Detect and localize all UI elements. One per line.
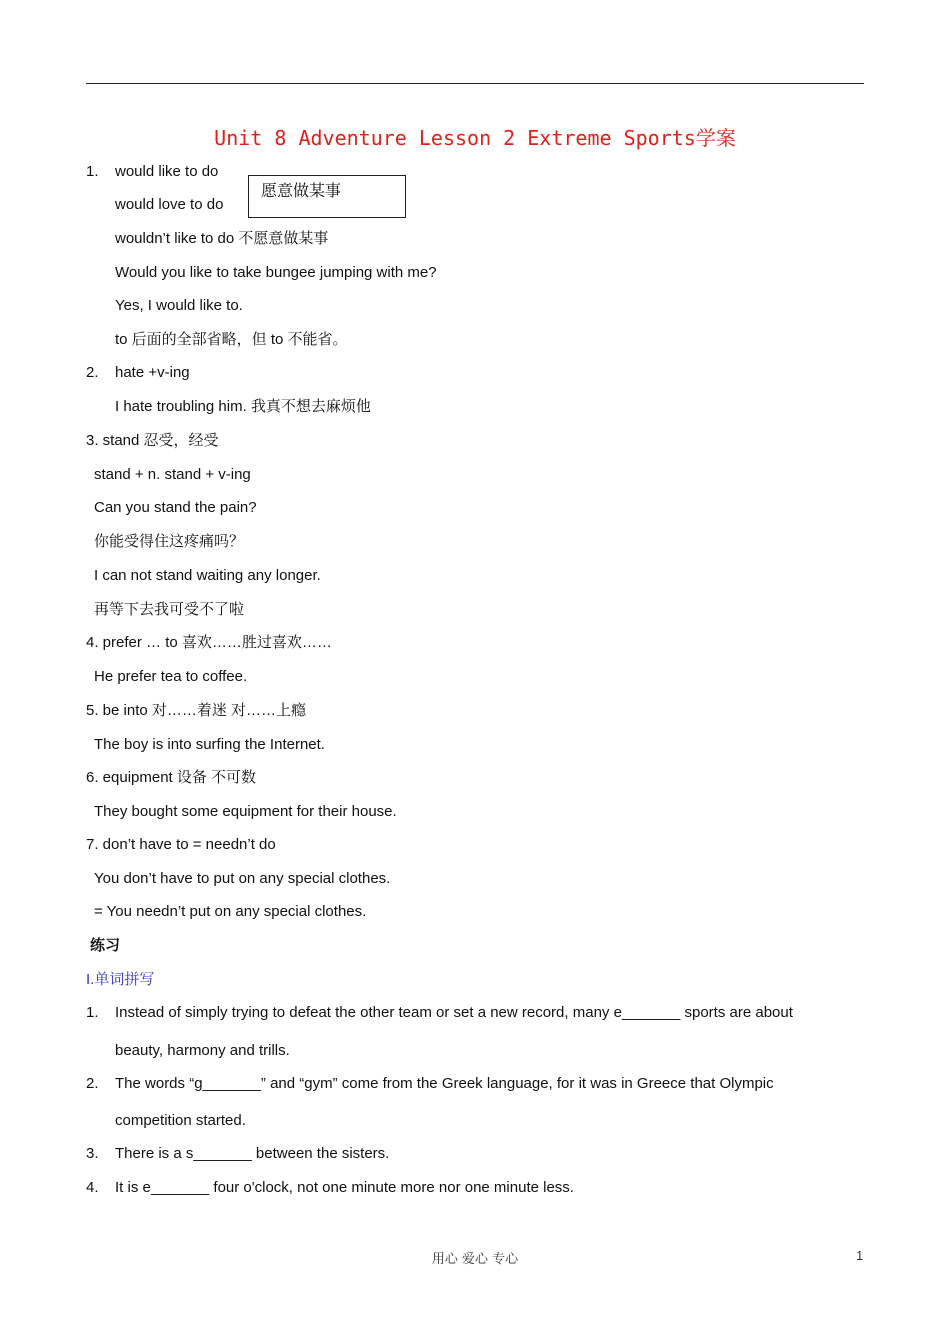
item4-line1: He prefer tea to coffee.: [94, 668, 248, 685]
exercise-number: 4.: [86, 1179, 99, 1196]
item7-heading: 7. don’t have to = needn’t do: [86, 836, 276, 853]
item1-line1: would like to do: [115, 163, 219, 180]
item1-line6: to 后面的全部省略，但 to 不能省。: [115, 331, 348, 348]
page-number: 1: [856, 1248, 864, 1263]
item2-line1: hate +v-ing: [115, 364, 190, 381]
exercise-line: It is e_______ four o'clock, not one minute more nor one minute less.: [115, 1179, 574, 1196]
item3-heading: 3. stand 忍受，经受: [86, 432, 219, 449]
meaning-box: 愿意做某事: [248, 175, 406, 218]
item-number: 2.: [86, 364, 99, 381]
exercise-number: 3.: [86, 1145, 99, 1162]
item6-line1: They bought some equipment for their house.: [94, 803, 397, 820]
item3-line5: 再等下去我可受不了啦: [94, 601, 245, 618]
page-title: Unit 8 Adventure Lesson 2 Extreme Sports学案: [214, 126, 736, 150]
item3-line1: stand + n. stand + v-ing: [94, 466, 251, 483]
item5-line1: The boy is into surfing the Internet.: [94, 736, 325, 753]
exercise-line: beauty, harmony and trills.: [115, 1042, 290, 1059]
exercise-line: competition started.: [115, 1112, 246, 1129]
exercise-line: The words “g_______” and “gym” come from the Greek language, for it was in Greece that Olympic: [115, 1075, 774, 1092]
item2-line2: I hate troubling him. 我真不想去麻烦他: [115, 398, 371, 415]
exercise-line: There is a s_______ between the sisters.: [115, 1145, 390, 1162]
header-rule: [86, 83, 864, 84]
item1-line3: wouldn’t like to do 不愿意做某事: [115, 230, 329, 247]
item6-heading: 6. equipment 设备 不可数: [86, 769, 257, 786]
item3-line4: I can not stand waiting any longer.: [94, 567, 321, 584]
exercise-line: Instead of simply trying to defeat the other team or set a new record, many e_______ sports are about: [115, 1004, 793, 1021]
item-number: 1.: [86, 163, 99, 180]
item1-line5: Yes, I would like to.: [115, 297, 243, 314]
practice-heading: 练习: [90, 937, 121, 954]
item3-line2: Can you stand the pain?: [94, 499, 257, 516]
item3-line3: 你能受得住这疼痛吗？: [94, 533, 245, 550]
item1-line2: would love to do: [115, 196, 224, 213]
exercise-number: 2.: [86, 1075, 99, 1092]
item7-line2: = You needn’t put on any special clothes.: [94, 903, 367, 920]
item7-line1: You don’t have to put on any special clothes.: [94, 870, 391, 887]
item4-heading: 4. prefer … to 喜欢……胜过喜欢……: [86, 634, 332, 651]
item5-heading: 5. be into 对……着迷 对……上瘾: [86, 702, 307, 719]
page-footer: 用心 爱心 专心: [431, 1252, 519, 1267]
section-heading: I.单词拼写: [86, 971, 155, 988]
item1-line4: Would you like to take bungee jumping with me?: [115, 264, 437, 281]
exercise-number: 1.: [86, 1004, 99, 1021]
